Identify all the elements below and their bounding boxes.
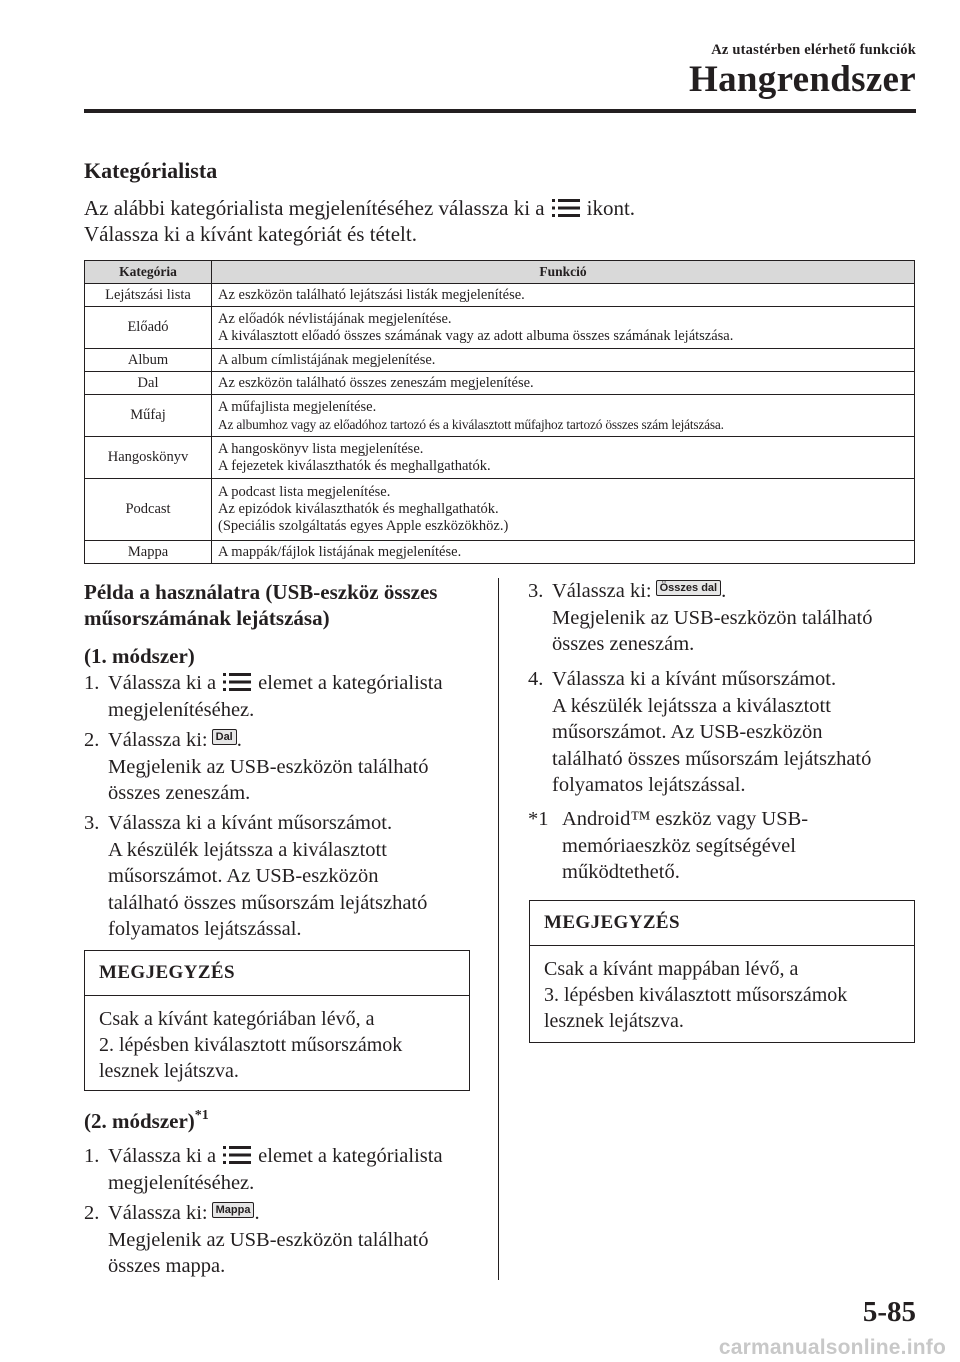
- table-cell-category: Hangoskönyv: [85, 437, 212, 479]
- step-text: folyamatos lejátszással.: [552, 774, 746, 796]
- mappa-button[interactable]: Mappa: [212, 1202, 255, 1218]
- table-row: [85, 284, 915, 307]
- header-rule: [84, 109, 916, 113]
- intro-line-2: Válassza ki a kívánt kategóriát és tételt.: [84, 222, 417, 246]
- function-line: Az eszközön található összes zeneszám megjelenítése.: [218, 374, 534, 391]
- note-box-2: [529, 900, 915, 1043]
- method-2-step-2: 2. Válassza ki: Mappa . Megjelenik az USB-eszközön található összes mappa.: [84, 1200, 429, 1280]
- footnote: [528, 806, 808, 886]
- method-1-step-3: [84, 810, 427, 943]
- function-line: A fejezetek kiválaszthatók és meghallgathatók.: [218, 457, 491, 474]
- step-text: műsorszámot. Az USB-eszközön: [552, 721, 823, 743]
- step-number: 3.: [528, 580, 544, 602]
- table-cell-function: [212, 349, 915, 372]
- step-text: Válassza ki a: [108, 1145, 217, 1167]
- step-text: összes zeneszám.: [108, 782, 251, 804]
- table-cell-function: [212, 479, 915, 541]
- function-line: Az előadók névlistájának megjelenítése.: [218, 310, 452, 327]
- step-text: műsorszámot. Az USB-eszközön: [108, 865, 379, 887]
- step-text: található összes műsorszám lejátszható: [552, 747, 872, 770]
- note-line: Csak a kívánt kategóriában lévő, a: [99, 1008, 375, 1030]
- function-line: A podcast lista megjelenítése.: [218, 484, 391, 500]
- table-cell-function: [212, 541, 915, 564]
- category-table: [84, 260, 915, 564]
- step-text: A készülék lejátssza a kiválasztott: [108, 838, 387, 861]
- note-line: 2. lépésben kiválasztott műsorszámok: [99, 1034, 403, 1056]
- step-text: Válassza ki a: [108, 672, 217, 694]
- section-title: Az utastérben elérhető funkciók: [711, 42, 916, 58]
- intro-text-after: ikont.: [586, 196, 636, 220]
- list-icon: [222, 671, 252, 693]
- step-text: Megjelenik az USB-eszközön található: [108, 755, 429, 778]
- table-cell-function: [212, 284, 915, 307]
- table-row: [85, 395, 915, 437]
- note-body: [85, 996, 469, 1084]
- step-number: 2.: [84, 1202, 100, 1224]
- table-row: [85, 437, 915, 479]
- table-cell-function: [212, 372, 915, 395]
- note-box-1: [84, 950, 470, 1091]
- table-cell-function: [212, 437, 915, 479]
- table-cell-category: Lejátszási lista: [85, 284, 212, 307]
- step-text: megjelenítéséhez.: [108, 1171, 255, 1194]
- table-row: [85, 372, 915, 395]
- page-number: 5-85: [862, 1296, 916, 1328]
- step-number: 2.: [84, 729, 100, 751]
- method-1-step-1: [84, 670, 443, 723]
- step-text: elemet a kategórialista: [258, 672, 443, 694]
- footnote-text: memóriaeszköz segítségével: [562, 834, 796, 857]
- method-2-heading: [84, 1108, 209, 1134]
- step-text: A készülék lejátssza a kiválasztott: [552, 694, 831, 717]
- method-2-step-3: 3. Válassza ki: Összes dal . Megjelenik az USB-eszközön található összes zeneszám.: [528, 578, 873, 658]
- step-text: Megjelenik az USB-eszközön található: [552, 606, 873, 629]
- note-line: lesznek lejátszva.: [99, 1060, 239, 1082]
- method-1-step-2: 2. Válassza ki: Dal . Megjelenik az USB-eszközön található összes zeneszám.: [84, 727, 429, 807]
- step-text: Válassza ki:: [108, 729, 208, 751]
- example-heading-line-1: Példa a használatra (USB-eszköz összes: [84, 580, 438, 604]
- function-line: A mappák/fájlok listájának megjelenítése.: [218, 543, 462, 560]
- method-1-heading: (1. módszer): [84, 644, 195, 668]
- note-body: [530, 946, 914, 1034]
- watermark: carmanualsonline.info: [718, 1336, 946, 1359]
- table-cell-category: Mappa: [85, 541, 212, 564]
- method-2-title: (2. módszer): [84, 1109, 195, 1133]
- category-list-heading: Kategórialista: [84, 158, 218, 183]
- table-header-category: Kategória: [85, 261, 212, 284]
- function-line: A kiválasztott előadó összes számának vagy az adott albuma összes számának lejátszása.: [218, 327, 734, 344]
- step-number: 3.: [84, 812, 100, 834]
- step-text: összes zeneszám.: [552, 633, 695, 655]
- method-2-step-1: [84, 1143, 443, 1196]
- dal-button[interactable]: Dal: [212, 729, 237, 745]
- function-line: Az eszközön található lejátszási listák megjelenítése.: [218, 286, 525, 303]
- step-text: megjelenítéséhez.: [108, 698, 255, 721]
- note-line: lesznek lejátszva.: [544, 1010, 684, 1032]
- step-number: 1.: [84, 672, 100, 694]
- footnote-text: működtethető.: [562, 861, 680, 883]
- footnote-mark: *1: [528, 808, 549, 830]
- footnote-marker: *1: [194, 1108, 209, 1123]
- step-number: 1.: [84, 1145, 100, 1167]
- intro-line-1: [84, 196, 635, 221]
- step-text: elemet a kategórialista: [258, 1145, 443, 1167]
- function-line: (Speciális szolgáltatás egyes Apple eszközökhöz.): [218, 518, 509, 534]
- function-line: Az albumhoz vagy az előadóhoz tartozó és a kiválasztott műfajhoz tartozó összes szám lejátszása.: [218, 416, 724, 432]
- table-cell-category: Előadó: [85, 307, 212, 349]
- note-line: Csak a kívánt mappában lévő, a: [544, 958, 799, 980]
- table-row: [85, 541, 915, 564]
- intro-text-before: Az alábbi kategórialista megjelenítéséhez válassza ki a: [84, 196, 545, 220]
- step-text: Válassza ki:: [108, 1202, 208, 1224]
- table-cell-category: Műfaj: [85, 395, 212, 437]
- table-cell-category: Dal: [85, 372, 212, 395]
- step-text: Válassza ki a kívánt műsorszámot.: [552, 668, 837, 690]
- table-header-function: Funkció: [212, 261, 915, 284]
- table-row: [85, 479, 915, 541]
- note-line: 3. lépésben kiválasztott műsorszámok: [544, 984, 848, 1006]
- footnote-text: Android™ eszköz vagy USB-: [562, 808, 809, 830]
- table-cell-function: [212, 307, 915, 349]
- note-heading: MEGJEGYZÉS: [530, 901, 914, 946]
- table-header-row: [85, 261, 915, 284]
- step-text: összes mappa.: [108, 1255, 226, 1277]
- list-icon: [222, 1144, 252, 1166]
- step-text: található összes műsorszám lejátszható: [108, 891, 428, 914]
- column-divider: [498, 578, 499, 1280]
- method-2-step-4: [528, 666, 871, 799]
- function-line: A műfajlista megjelenítése.: [218, 398, 377, 415]
- step-text: Válassza ki:: [552, 580, 652, 602]
- function-line: A hangoskönyv lista megjelenítése.: [218, 440, 424, 457]
- list-icon: [551, 197, 581, 219]
- step-number: 4.: [528, 668, 544, 690]
- step-text: Válassza ki a kívánt műsorszámot.: [108, 812, 393, 834]
- step-text: folyamatos lejátszással.: [108, 918, 302, 940]
- step-text: Megjelenik az USB-eszközön található: [108, 1228, 429, 1251]
- table-row: [85, 349, 915, 372]
- example-heading-line-2: műsorszámának lejátszása): [84, 606, 330, 630]
- table-row: [85, 307, 915, 349]
- page-title: Hangrendszer: [689, 59, 916, 100]
- table-cell-function: [212, 395, 915, 437]
- table-cell-category: Podcast: [85, 479, 212, 541]
- function-line: A album címlistájának megjelenítése.: [218, 351, 436, 368]
- function-line: Az epizódok kiválaszthatók és meghallgathatók.: [218, 501, 499, 517]
- osszes-dal-button[interactable]: Összes dal: [656, 580, 721, 596]
- note-heading: MEGJEGYZÉS: [85, 951, 469, 996]
- table-cell-category: Album: [85, 349, 212, 372]
